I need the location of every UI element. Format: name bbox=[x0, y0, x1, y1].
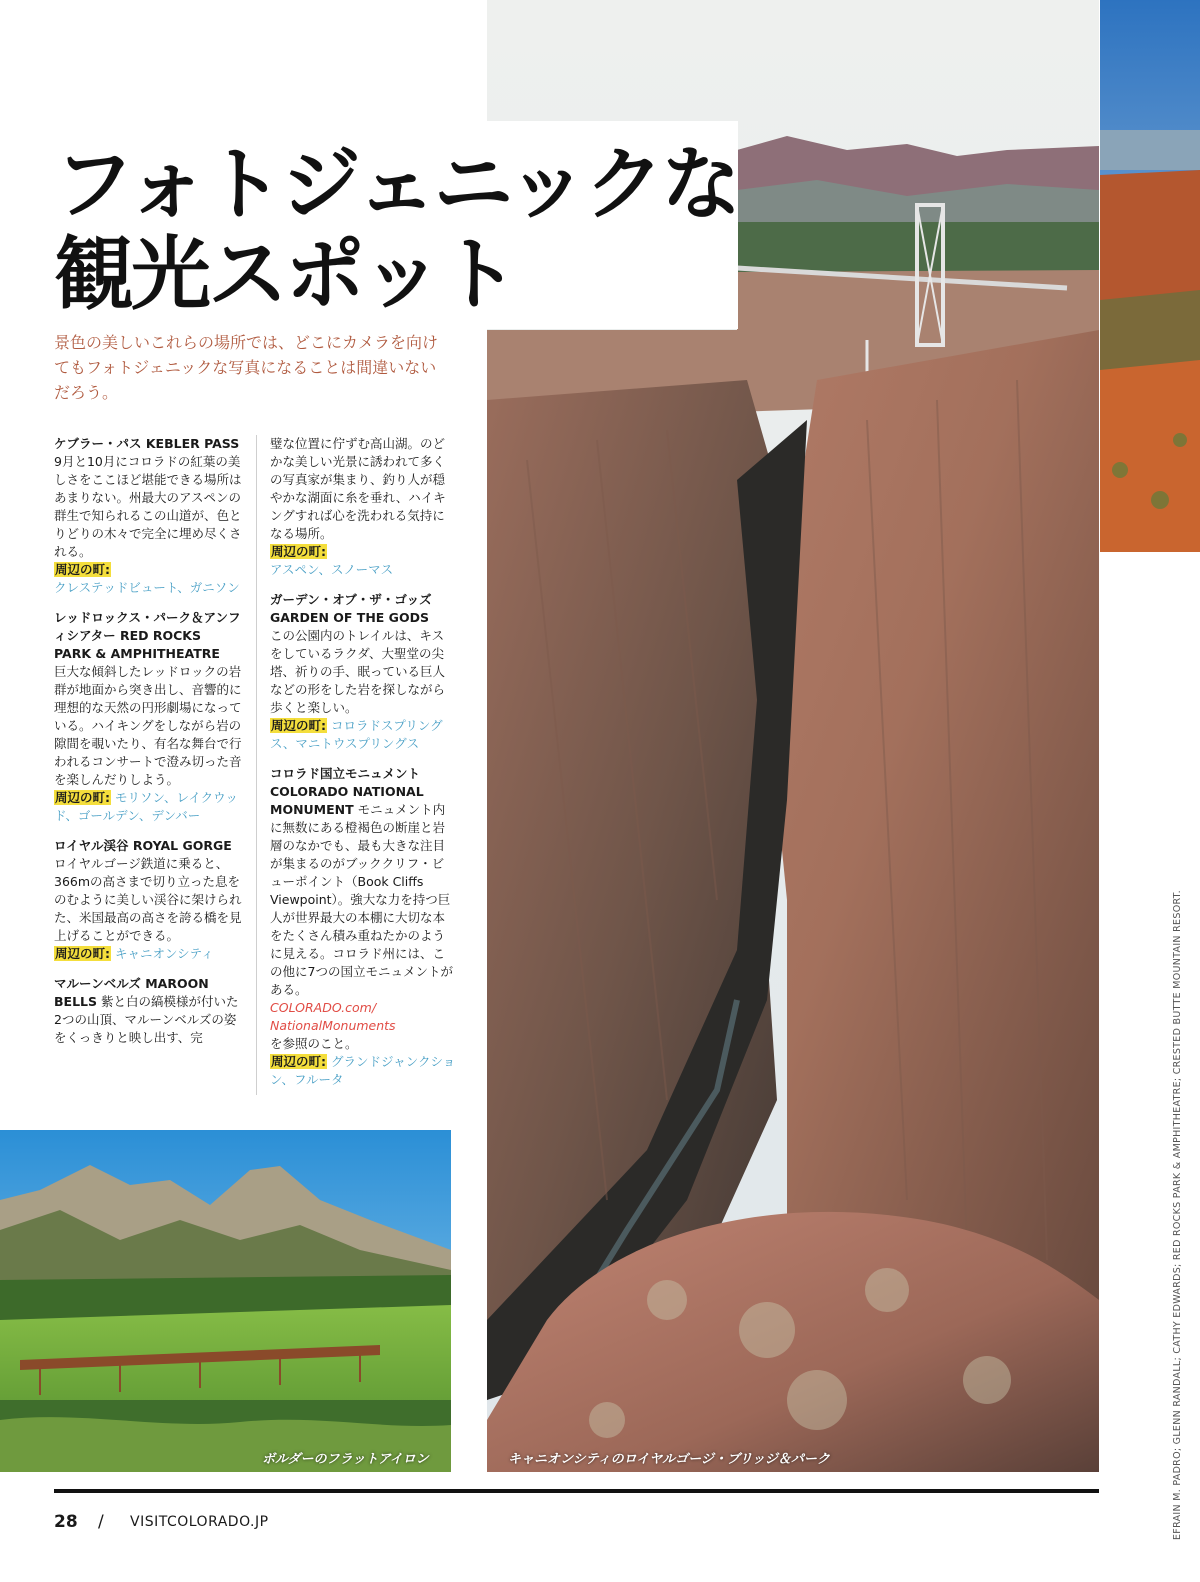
nearby-towns-line bbox=[54, 561, 242, 597]
nearby-towns-line bbox=[270, 1053, 456, 1089]
text-column-2 bbox=[270, 435, 456, 1101]
entry-body: 璧な位置に佇ずむ高山湖。のどかな美しい光景に誘われて多くの写真家が集まり、釣り人が穏やかな湖面に糸を垂れ、ハイキングすれば心を洗われる気持になる場所。 bbox=[270, 436, 446, 541]
entry-title: マルーンベルズ MAROON BELLS bbox=[54, 976, 209, 1009]
entry-maroon-bells-cont bbox=[270, 435, 456, 579]
page-number: 28 bbox=[54, 1512, 78, 1532]
flatirons-photo bbox=[0, 1130, 451, 1472]
entry-kebler-pass bbox=[54, 435, 242, 597]
footer-rule bbox=[54, 1489, 1099, 1493]
nearby-towns-line bbox=[270, 543, 456, 579]
entry-body-suffix: を参照のこと。 bbox=[270, 1036, 358, 1051]
entry-garden-of-the-gods bbox=[270, 591, 456, 753]
nearby-label: 周辺の町: bbox=[55, 946, 110, 961]
nearby-label: 周辺の町: bbox=[271, 718, 326, 733]
entry-title: レッドロックス・パーク＆アンフィシアター RED ROCKS PARK & AMPHITHEATRE bbox=[54, 610, 241, 661]
title-line-1: フォトジェニックな bbox=[54, 138, 739, 231]
entry-red-rocks bbox=[54, 609, 242, 825]
entry-title: コロラド国立モニュメント COLORADO NATIONAL MONUMENT bbox=[270, 766, 424, 817]
nearby-label: 周辺の町: bbox=[271, 544, 326, 559]
nearby-label: 周辺の町: bbox=[271, 1054, 326, 1069]
flatirons-caption: ボルダーのフラットアイロン bbox=[262, 1452, 429, 1467]
nearby-towns: モリソン、レイクウッド、ゴールデン、デンバー bbox=[54, 790, 238, 823]
entry-body: ロイヤルゴージ鉄道に乗ると、366mの高さまで切り立った息をのむように美しい渓谷に架けられた、米国最高の高さを誇る橋を見上げることができる。 bbox=[54, 856, 242, 943]
nearby-towns: グランドジャンクション、フルータ bbox=[270, 1054, 456, 1087]
text-column-1 bbox=[54, 435, 242, 1059]
royal-gorge-caption: キャニオンシティのロイヤルゴージ・ブリッジ＆パーク bbox=[508, 1452, 830, 1467]
column-divider bbox=[256, 435, 257, 1095]
nearby-towns-line bbox=[270, 717, 456, 753]
entry-title: ロイヤル渓谷 ROYAL GORGE bbox=[54, 838, 232, 853]
photo-credits: EFRAIN M. PADRO; GLENN RANDALL; CATHY EDWARDS; RED ROCKS PARK & AMPHITHEATRE; CRESTED BUTTE MOUNTAIN RESORT. bbox=[1172, 890, 1183, 1540]
nearby-towns-line bbox=[54, 789, 242, 825]
nearby-towns-line bbox=[54, 945, 242, 963]
footer-separator: / bbox=[98, 1512, 104, 1532]
nearby-label: 周辺の町: bbox=[55, 790, 110, 805]
nearby-towns: コロラドスプリングス、マニトウスプリングス bbox=[270, 718, 443, 751]
entry-body: この公園内のトレイルは、キスをしているラクダ、大聖堂の尖塔、祈りの手、眠っている巨人などの形をした岩を探しながら歩くと楽しい。 bbox=[270, 628, 446, 715]
colorado-monument-photo bbox=[1100, 0, 1200, 552]
entry-title: ガーデン・オブ・ザ・ゴッズ GARDEN OF THE GODS bbox=[270, 592, 432, 625]
national-monuments-link-cont[interactable]: NationalMonuments bbox=[270, 1018, 396, 1033]
nearby-towns: キャニオンシティ bbox=[114, 946, 214, 961]
page-title bbox=[54, 140, 738, 320]
entry-title: ケブラー・パス KEBLER PASS bbox=[54, 436, 240, 451]
entry-body: 9月と10月にコロラドの紅葉の美しさをここほど堪能できる場所はあまりない。州最大のアスペンの群生で知られるこの山道が、色とりどりの木々で完全に埋め尽くされる。 bbox=[54, 454, 242, 559]
nearby-towns: アスペン、スノーマス bbox=[270, 562, 394, 577]
entry-body: モニュメント内に無数にある橙褐色の断崖と岩層のなかでも、最も大きな注目が集まるのがブッククリフ・ビューポイント（Book Cliffs Viewpoint）。強大な力を持つ巨人が世界最大の本棚に大切な本をたくさん積み重ねたかのように見える。コロラド州には、この他に7つの国立モニュメントがある。 bbox=[270, 802, 453, 997]
site-url[interactable]: VISITCOLORADO.JP bbox=[130, 1514, 269, 1530]
entry-body: 紫と白の縞模様が付いた2つの山頂、マルーンベルズの姿をくっきりと映し出す、完 bbox=[54, 994, 239, 1045]
national-monuments-link[interactable]: COLORADO.com/ bbox=[270, 1000, 377, 1015]
nearby-towns: クレステッドビュート、ガニソン bbox=[54, 580, 240, 595]
title-line-2: 観光スポット bbox=[54, 228, 516, 321]
entry-royal-gorge bbox=[54, 837, 242, 963]
entry-body: 巨大な傾斜したレッドロックの岩群が地面から突き出し、音響的に理想的な天然の円形劇場になっている。ハイキングをしながら岩の隙間を覗いたり、有名な舞台で行われるコンサートで澄み切った音を楽しんだりしよう。 bbox=[54, 664, 242, 787]
lead-paragraph: 景色の美しいこれらの場所では、どこにカメラを向けてもフォトジェニックな写真になることは間違いないだろう。 bbox=[54, 333, 439, 402]
entry-maroon-bells bbox=[54, 975, 242, 1047]
entry-colorado-national-monument bbox=[270, 765, 456, 1089]
nearby-label: 周辺の町: bbox=[55, 562, 110, 577]
